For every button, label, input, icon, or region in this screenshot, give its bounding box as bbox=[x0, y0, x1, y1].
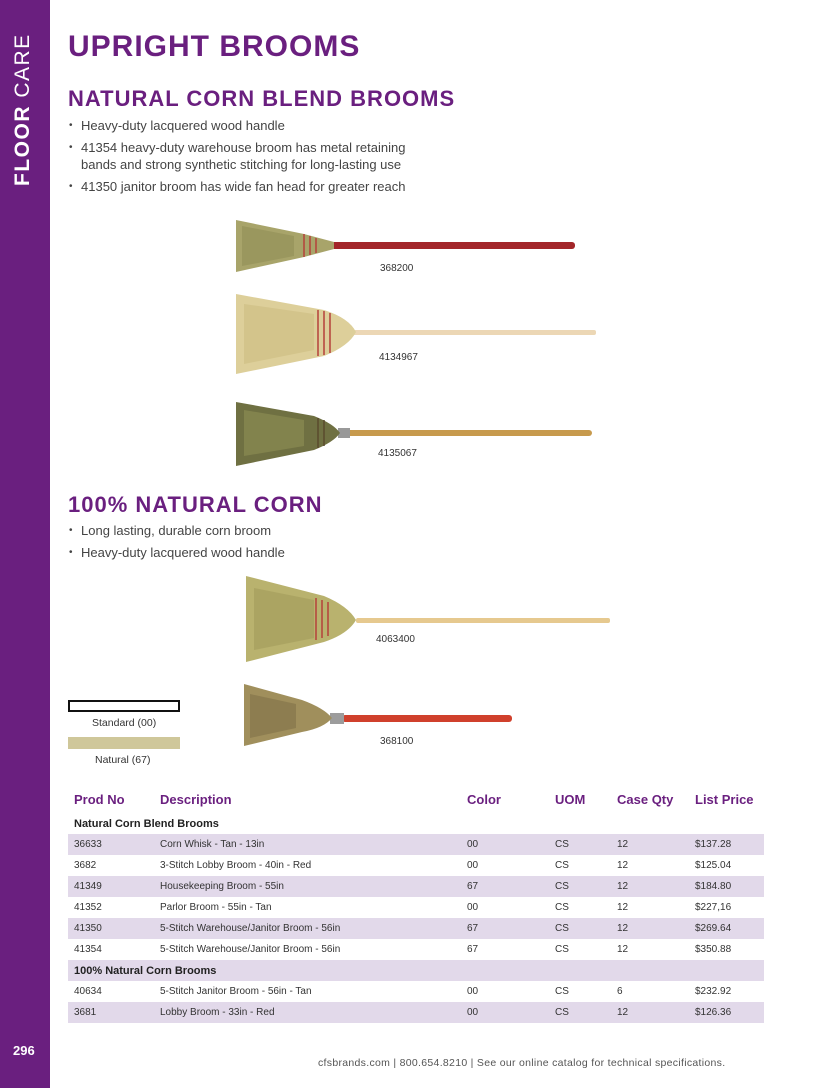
cell-description: Parlor Broom - 55in - Tan bbox=[160, 902, 272, 913]
column-header: UOM bbox=[555, 791, 586, 807]
table-section-row bbox=[68, 813, 764, 834]
cell-prod-no: 3682 bbox=[74, 860, 97, 871]
cell-case-qty: 12 bbox=[611, 834, 689, 855]
cell-uom: CS bbox=[549, 1002, 611, 1023]
cell-description: 5-Stitch Janitor Broom - 56in - Tan bbox=[160, 986, 312, 997]
cell-list-price: $232.92 bbox=[695, 986, 732, 997]
cell-description: Lobby Broom - 33in - Red bbox=[154, 1002, 461, 1023]
cell-color: 00 bbox=[461, 1002, 549, 1023]
cell-uom: CS bbox=[555, 986, 569, 997]
cell-description: 5-Stitch Warehouse/Janitor Broom - 56in bbox=[160, 944, 341, 955]
image-code: 4134967 bbox=[379, 352, 418, 363]
cell-description: 3-Stitch Lobby Broom - 40in - Red bbox=[160, 860, 312, 871]
cell-uom: CS bbox=[549, 834, 611, 855]
column-header: Description bbox=[160, 791, 232, 807]
cell-list-price: $137.28 bbox=[689, 834, 764, 855]
broom-image-4135067 bbox=[234, 398, 594, 470]
cell-prod-no: 3681 bbox=[68, 1002, 154, 1023]
cell-case-qty: 12 bbox=[611, 876, 689, 897]
broom-image-4063400 bbox=[244, 572, 612, 664]
column-header: List Price bbox=[695, 791, 754, 807]
table-row bbox=[68, 939, 764, 960]
section-heading-natural-corn: 100% NATURAL CORN bbox=[68, 492, 323, 517]
swatch-label: Standard (00) bbox=[92, 717, 157, 729]
cell-case-qty: 6 bbox=[617, 986, 623, 997]
swatch-label: Natural (67) bbox=[95, 754, 151, 766]
bullet-item: • Heavy-duty lacquered wood handle bbox=[68, 117, 428, 134]
table-row bbox=[68, 981, 764, 1002]
cell-description: 5-Stitch Warehouse/Janitor Broom - 56in bbox=[154, 918, 461, 939]
column-header: Case Qty bbox=[617, 791, 674, 807]
cell-color: 67 bbox=[461, 918, 549, 939]
cell-case-qty: 12 bbox=[617, 860, 629, 871]
section-name: 100% Natural Corn Brooms bbox=[68, 960, 764, 981]
cell-uom: CS bbox=[555, 944, 569, 955]
cell-case-qty: 12 bbox=[611, 918, 689, 939]
cell-uom: CS bbox=[549, 918, 611, 939]
cell-color: 00 bbox=[467, 902, 479, 913]
cell-prod-no: 41352 bbox=[74, 902, 102, 913]
cell-list-price: $125.04 bbox=[695, 860, 732, 871]
broom-image-368100 bbox=[242, 680, 514, 748]
cell-color: 00 bbox=[461, 834, 549, 855]
footer-contact: cfsbrands.com | 800.654.8210 | See our online catalog for technical specifications. bbox=[318, 1057, 726, 1069]
section-heading-corn-blend: NATURAL CORN BLEND BROOMS bbox=[68, 86, 456, 111]
cell-prod-no: 41354 bbox=[74, 944, 102, 955]
table-row bbox=[68, 1002, 764, 1023]
cell-color: 67 bbox=[461, 876, 549, 897]
table-row bbox=[68, 897, 764, 918]
cell-list-price: $350.88 bbox=[695, 944, 732, 955]
column-header: Prod No bbox=[74, 791, 125, 807]
table-row bbox=[68, 834, 764, 855]
cell-uom: CS bbox=[549, 876, 611, 897]
cell-list-price: $126.36 bbox=[689, 1002, 764, 1023]
cell-case-qty: 12 bbox=[611, 1002, 689, 1023]
swatch-standard bbox=[68, 700, 180, 712]
cell-color: 00 bbox=[467, 860, 479, 871]
table-row bbox=[68, 876, 764, 897]
table-header-row bbox=[68, 785, 764, 813]
sidebar bbox=[0, 0, 50, 1088]
cell-case-qty: 12 bbox=[617, 902, 629, 913]
broom-image-4134967 bbox=[234, 288, 598, 380]
image-code: 4135067 bbox=[378, 448, 417, 459]
cell-prod-no: 36633 bbox=[68, 834, 154, 855]
cell-color: 00 bbox=[467, 986, 479, 997]
section-name: Natural Corn Blend Brooms bbox=[74, 817, 219, 830]
bullet-list-corn-blend bbox=[68, 117, 428, 200]
bullet-list-natural-corn bbox=[68, 522, 428, 566]
bullet-item: • Heavy-duty lacquered wood handle bbox=[68, 544, 428, 561]
image-code: 4063400 bbox=[376, 634, 415, 645]
cell-description: Corn Whisk - Tan - 13in bbox=[154, 834, 461, 855]
cell-description: Housekeeping Broom - 55in bbox=[154, 876, 461, 897]
table-section-row bbox=[68, 960, 764, 981]
cell-color: 67 bbox=[467, 944, 479, 955]
bullet-item: • 41350 janitor broom has wide fan head for greater reach bbox=[68, 178, 428, 195]
swatch-natural bbox=[68, 737, 180, 749]
image-code: 368100 bbox=[380, 736, 414, 747]
page-title: UPRIGHT BROOMS bbox=[68, 30, 361, 63]
section-label: FLOOR CARE bbox=[11, 33, 34, 186]
cell-prod-no: 41350 bbox=[68, 918, 154, 939]
column-header: Color bbox=[467, 791, 501, 807]
cell-list-price: $269.64 bbox=[689, 918, 764, 939]
cell-uom: CS bbox=[555, 902, 569, 913]
table-row bbox=[68, 855, 764, 876]
cell-prod-no: 41349 bbox=[68, 876, 154, 897]
cell-case-qty: 12 bbox=[617, 944, 629, 955]
cell-uom: CS bbox=[555, 860, 569, 871]
bullet-item: • 41354 heavy-duty warehouse broom has metal retaining bands and strong synthetic stitching for long-lasting use bbox=[68, 139, 428, 173]
cell-prod-no: 40634 bbox=[74, 986, 102, 997]
page-number: 296 bbox=[13, 1043, 35, 1058]
cell-list-price: $227,16 bbox=[695, 902, 732, 913]
bullet-item: • Long lasting, durable corn broom bbox=[68, 522, 428, 539]
product-table bbox=[68, 785, 764, 1023]
cell-list-price: $184.80 bbox=[689, 876, 764, 897]
table-row bbox=[68, 918, 764, 939]
image-code: 368200 bbox=[380, 263, 414, 274]
